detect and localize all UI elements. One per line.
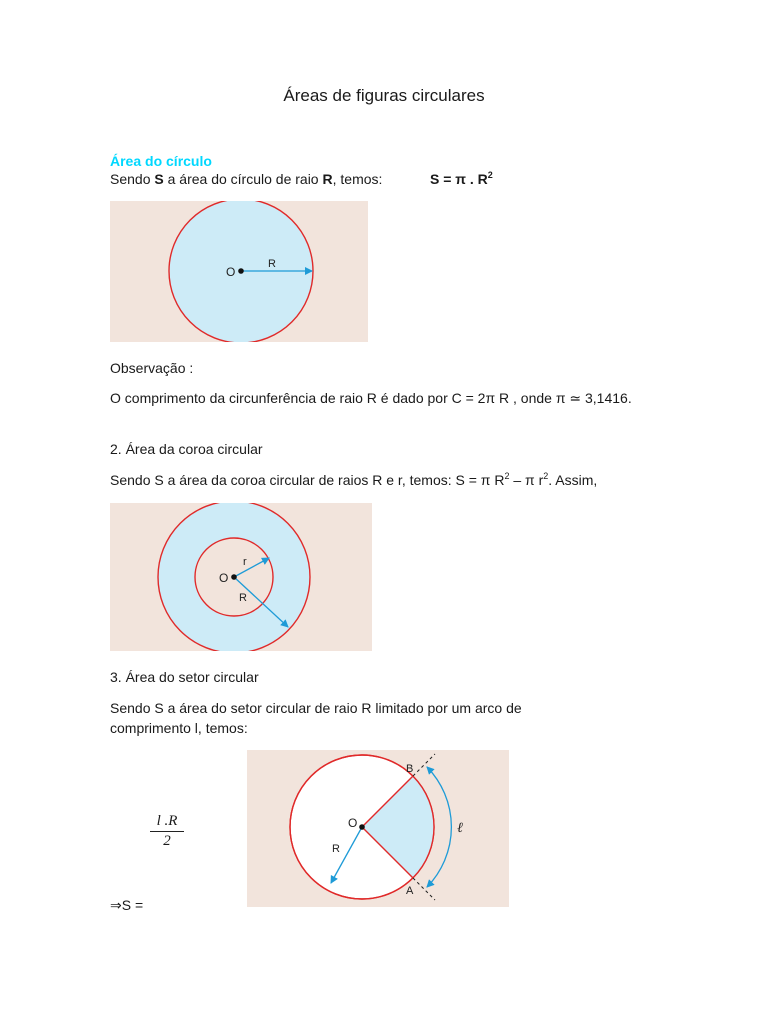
section-heading-circle-area: Área do círculo (110, 153, 212, 169)
circle-area-formula (430, 169, 493, 189)
center-point (359, 824, 365, 830)
sentence-part: Sendo S a área da coroa circular de raios R e r, temos: S = π R (110, 472, 505, 488)
formula-exponent: 2 (487, 170, 493, 180)
radius-label: R (268, 258, 276, 270)
symbol-r: R (322, 171, 333, 187)
center-label: O (219, 571, 229, 585)
center-label: O (226, 265, 236, 279)
symbol-s: S (154, 171, 164, 187)
inner-radius-label: r (243, 556, 247, 568)
center-label: O (348, 816, 358, 830)
formula-text: S = π . R (430, 171, 488, 187)
radius-label: R (332, 843, 340, 855)
sector-result: ⇒S = (110, 897, 144, 913)
figure-sector (247, 750, 509, 907)
sentence-part: , temos: (332, 171, 383, 187)
point-b-label: B (406, 763, 414, 775)
fraction-numerator: l .R (150, 813, 184, 832)
outer-radius-label: R (239, 592, 247, 604)
sector-fraction (150, 813, 184, 850)
exponent: 2 (543, 471, 549, 481)
fraction-denominator: 2 (163, 833, 171, 849)
sentence-part: . Assim, (548, 472, 598, 488)
center-point (238, 268, 244, 274)
observation-text: O comprimento da circunferência de raio R é dado por C = 2π R , onde π ≃ 3,1416. (110, 390, 632, 406)
observation-label: Observação : (110, 360, 194, 376)
annulus-sentence (110, 470, 597, 490)
circle-area-sentence (110, 169, 382, 189)
sentence-part: a área do círculo de raio (163, 171, 323, 187)
sentence-part: – π r (509, 472, 544, 488)
figure-circle (110, 201, 368, 342)
sector-sentence: Sendo S a área do setor circular de raio R limitado por um arco de comprimento l, temos: (110, 700, 522, 736)
point-a-label: A (406, 885, 414, 897)
arc-label: ℓ (457, 821, 463, 836)
exponent: 2 (504, 471, 510, 481)
center-point (231, 574, 237, 580)
sentence-part: Sendo (110, 171, 155, 187)
section-heading-annulus: 2. Área da coroa circular (110, 441, 263, 457)
page-title: Áreas de figuras circulares (283, 86, 485, 105)
section-heading-sector: 3. Área do setor circular (110, 669, 259, 685)
figure-annulus (110, 503, 372, 651)
